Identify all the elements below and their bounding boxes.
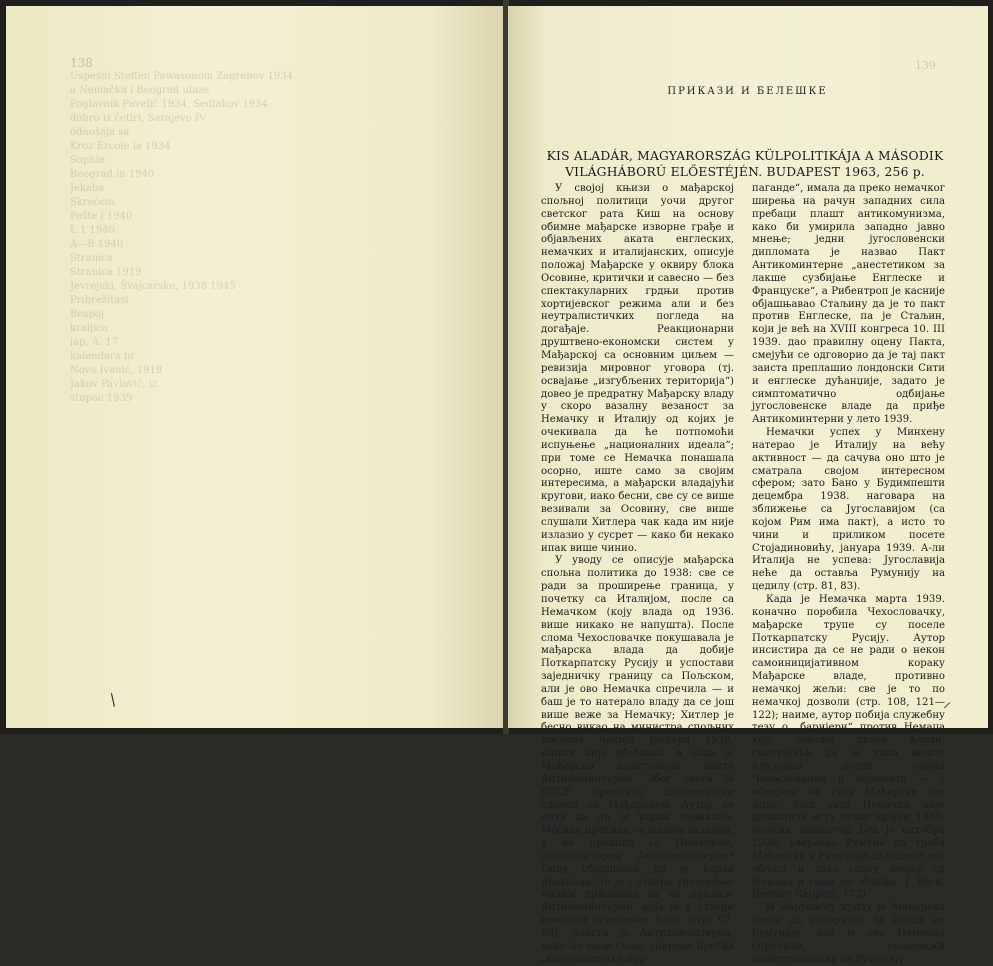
bleed-line: Nova Ivanić, 1919	[70, 365, 163, 376]
bleed-line: A—B 1940	[70, 239, 124, 250]
bleed-through-text	[70, 70, 490, 670]
bleed-line: Jekaba	[70, 183, 105, 194]
paragraph: У својој књизи о мађарској спољној политици уочи другог светског рата Киш на основу обимне мађарске изворне грађе и објављених аката енглеских, немачких и италијанских, описује положај Мађарске у оквиру блока Осовине, критички и савесно — без спектакуларних грдњи против хортијевског режима али и без неутралистичких погледа на догађаје. Реакционарни друштвено-економски систем у Мађарској са основним циљем — ревизија мировног уговора (тј. освајање „изгубљених територија“) довео је предратну Мађарску владу у скоро вазалну везаност за Немачку и Италију од којих је очекивала да ће потпомоћи испуњење „националних идеала“; при томе се Немачка понашала осорно, иште само за својим интересима, а мађарски владајући кругови, иако бесни, све су се више везивали за Осовину, све више слушали Хитлера чак када им није излазио у сусрет — како би некако ипак више чинио.	[541, 183, 734, 554]
bleed-line: Pribrežitasi	[70, 295, 129, 306]
review-title	[540, 148, 950, 180]
text-column-left	[541, 183, 734, 966]
section-header: ПРИКАЗИ И БЕЛЕШКЕ	[667, 86, 828, 97]
paragraph: Немачки успех у Минхену натерао је Италију на већу активност — да сачува оно што је сматрала својом интересном сфером; зато Бано у Будимпешти децембра 1938. наговара на зближење са Југославијом (са којом Рим има пакт), а исто то чини и приликом посете Стојадиновићу, јануара 1939. А-ли Италија не успева: Југославија неће да оставља Румунију на цедилу (стр. 81, 83).	[752, 427, 945, 593]
bleed-line: Pešte i 1940	[70, 211, 133, 222]
bleed-line: odnošaja sa	[70, 127, 130, 138]
bleed-line: Beograd in 1940	[70, 169, 155, 180]
pencil-mark: ⸝	[943, 692, 952, 711]
bleed-line: kraljica	[70, 323, 108, 334]
paragraph: паганде“, имала да преко немачког ширења на рачун западних сила пребаци плашт антикомунизма, како би умирила западно јавно мнење; једни југословенски дипломата је назвао Пакт Антикоминтерне „анестетиком за лакше сузбијање Енглеске и Француске“, а Рибентроп је касније објашњавао Стаљину да је то пакт против Енглеске, па је Стаљин, који је већ на XVIII конгреса 10. III 1939. дао правилну оцену Пакта, смејући се одговорио да је тај пакт заиста преплашио лондонски Сити и енглеске дућанџије, задато је симптоматично одбијање југословенске владе да приђе Антикоминтерни у лето 1939.	[752, 183, 945, 426]
bleed-line: Bespoj	[70, 309, 104, 320]
bleed-line: Jakov Pavlović, iz	[70, 379, 158, 390]
bleed-line: Stranica	[70, 253, 113, 264]
paragraph: И мартовску кризу је Мађарска хтела да искористи за напад на Румунију, али је ово Немачка спречила, економски заинтересована за Румунију.	[752, 902, 945, 965]
title-line-2: VILÁGHÁBORÚ ELŐESTÉJÉN. BUDAPEST 1963, 256 p.	[565, 165, 925, 179]
bleed-line: L.1 1940	[70, 225, 115, 236]
bleed-line: Stranica 1919	[70, 267, 142, 278]
bleed-line: Jevrejski, Švajcarske, 1938 1945	[70, 281, 236, 292]
bleed-line: dobro iz četiri, Sarajevo IV	[70, 113, 207, 124]
page-number-right: 139	[915, 59, 936, 72]
pencil-mark: /	[105, 689, 120, 710]
bleed-line: Uspešni Steffen Pawasonom Zagrebov 1934	[70, 71, 294, 82]
bleed-line: a Nemačka i Beograd ulaze	[70, 85, 210, 96]
bleed-line: jap, A. 17	[70, 337, 119, 348]
bleed-line: Poglavnik Pavelić 1934, Sedlakov 1934	[70, 99, 268, 110]
bleed-line: kalendara hr	[70, 351, 136, 362]
paragraph: У уводу се описује мађарска спољна политика до 1938: све се ради за проширење граница, у почетку са Италијом, после са Немачком (коју влада од 1936. више никако не напушта). После слома Чехословачке покушавала је мађарска влада да добије Поткарпатску Русију и успостави заједничку границу са Пољском, али је ово Немачка спречила — и баш је то натерало владу да се још више веже за Немачку; Хитлер је бесно викао на министра спољних послова Чакија јануара 1939, ништа није обећавао, и онда је Мађарска приступила пакту Антикоминтерне. Због овога је СССР прекинуо дипломатске односе са Мађарском. Аутор се пита да ли је корак правилан: Москва прекида са малим вазалом, а не прекида са Немачком, организатором Антикоминтерне? Онде објашњава да је корак правилан: то је у ствари упозорење малим државама да не прилазе Антикоминтерни, која је у ствари немачки агресивни блок (стр. 67, 68). Заиста је Антикоминтерна, иако по свом слову уперена против „комунистичке про-	[541, 555, 734, 965]
paragraph: Када је Немачка марта 1939. коначно поробила Чехословачку, мађарске трупе су поселе Поткарпатску Русију. Аутор инсистира да се не ради о некон самоиницијативном кораку Мађарске владе, противно немачкој жељи: све је то по немачкој дозволи (стр. 108, 121—122); наиме, аутор побија служебну тезу о „баријери“ против Немаца коју тобоже прави Хорти, сматрајући да је тако нешто илузорно после слома Чехословачке и нарочито — с обзиром на став Мађарске (па ипак, баш зато Немачка није дозволила исту ствар крајем 1938; пољски министар Бек је октобра 1938. уверавао Румуне да треба Мађарска и Румунија да поделе ову област и тако спасу земљу од Немаца а сами се зближе. J. Beck, Dernier Rapport, 173).	[752, 594, 945, 901]
title-line-1: KIS ALADÁR, MAGYARORSZÁG KÜLPOLITIKÁJA A MÁSODIK	[546, 149, 944, 163]
bleed-line: Sophie	[70, 155, 105, 166]
bleed-line: stupac 1939	[70, 393, 133, 404]
text-column-right	[752, 183, 945, 966]
bleed-line: Skrećem	[70, 197, 115, 208]
page-number-left: 138	[70, 56, 93, 70]
bleed-line: Kroz Ercole la 1934	[70, 141, 171, 152]
